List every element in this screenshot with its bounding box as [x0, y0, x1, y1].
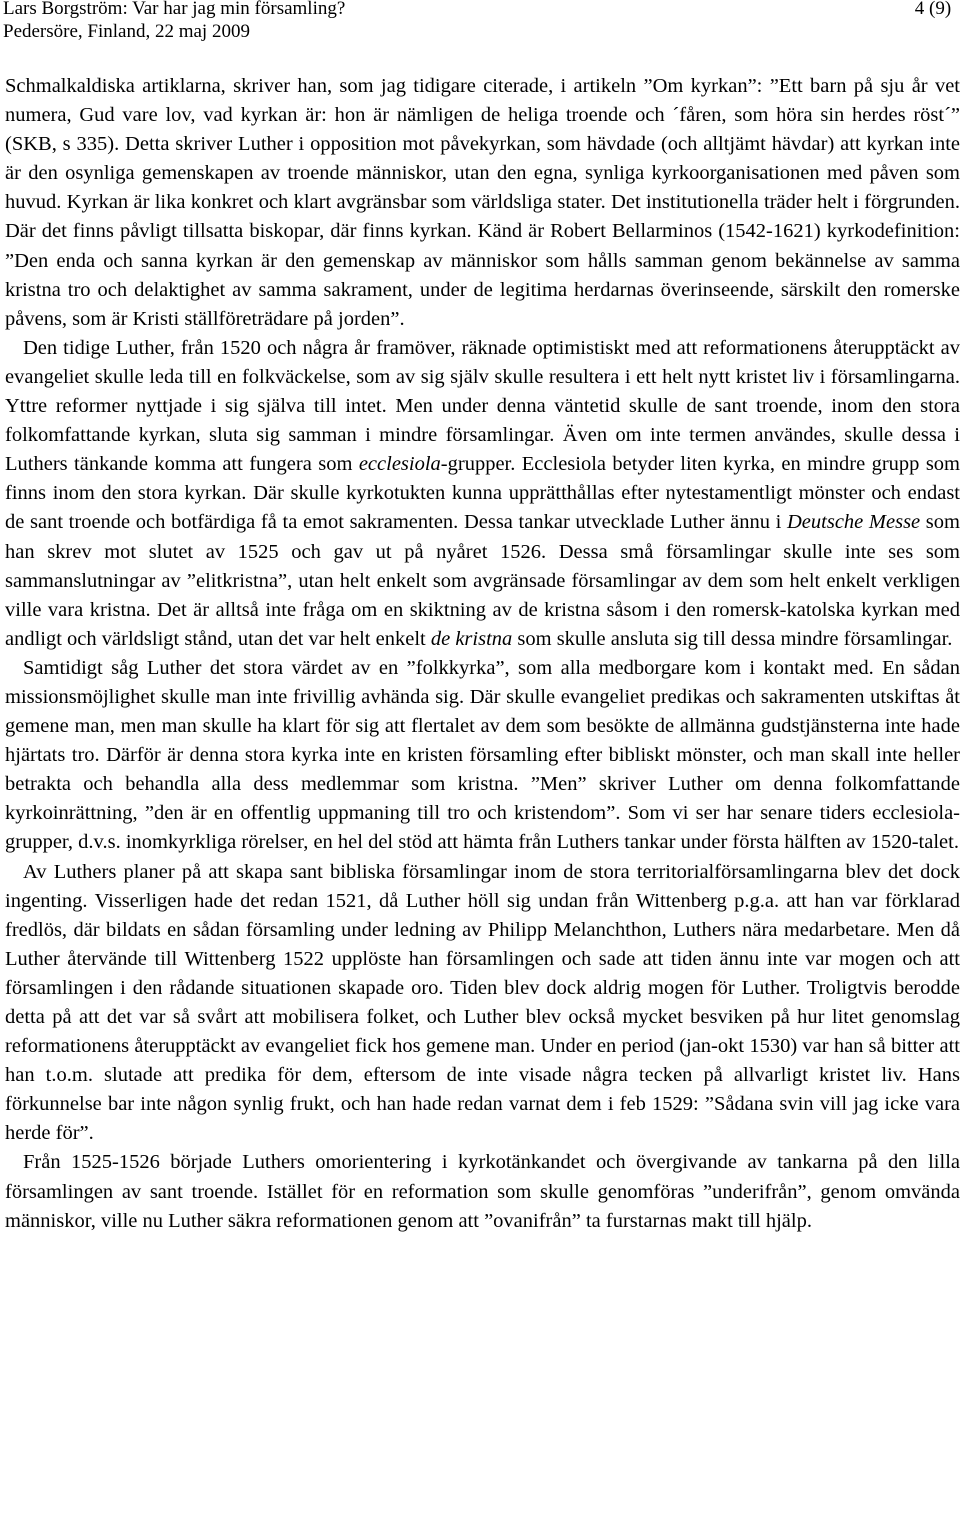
paragraph-text: som han skrev mot slutet av 1525 och gav ut på nyåret 1526. Dessa små församlingar skulle inte ses som sammanslutningar av ”elitkristna”, utan helt enkelt som avgränsade församlingar av dem som helt enkelt verkligen ville vara kristna. Det är alltså inte fråga om en skiktning av de kristna såsom i den romersk-katolska kyrkan med andligt och världsligt stånd, utan det var helt enkelt	[5, 511, 960, 650]
header-place-date: Pedersöre, Finland, 22 maj 2009	[3, 21, 250, 42]
paragraph-text: Den tidige Luther, från 1520 och några år framöver, räknade optimistiskt med att reformationens återupptäckt av evangeliet skulle leda till en folkväckelse, som av sig själv skulle resultera i ett helt nytt kristet liv i församlingarna. Yttre reformer nyttjade i sig själva till intet. Men under denna väntetid skulle de sant troende, inom den stora folkomfattande kyrkan, sluta sig samman i mindre församlingar. Även om inte termen användes, skulle dessa i Luthers tänkande komma att fungera som	[5, 336, 960, 476]
page-header	[3, 0, 953, 43]
paragraph-text: Schmalkaldiska artiklarna, skriver han, som jag tidigare citerade, i artikeln ”Om kyrkan”: ”Ett barn på sju år vet numera, Gud vare lov, vad kyrkan är: hon är nämligen de heliga troende och ´fåren, som höra sin herdes röst´” (SKB, s 335). Detta skriver Luther i opposition mot påvekyrkan, som hävdade (och alltjämt hävdar) att kyrkan inte är den osynliga gemenskapen av troende människor, utan den egna, synliga kyrkoorganisationen med påven som huvud. Kyrkan är lika konkret och klart avgränsbar som världsliga stater. Det institutionella träder helt i förgrunden. Där det finns påvligt tillsatta biskopar, där finns kyrkan. Känd är Robert Bellarminos (1542-1621) kyrkodefinition: ”Den enda och sanna kyrkan är den gemenskap av människor som hålls samman genom bekännelse av samma kristna tro och delaktighet av samma sakrament, under de legitima herdarnas överinseende, särskilt den romerske påvens, som är Kristi ställföreträdare på jorden”.	[5, 75, 960, 330]
italic-title-deutsche-messe: Deutsche Messe	[787, 511, 921, 534]
page-number: 4 (9)	[914, 0, 952, 19]
italic-term-ecclesiola: ecclesiola	[358, 453, 441, 476]
document-body	[5, 72, 960, 1236]
header-title-row	[3, 0, 953, 20]
paragraph-text: Från 1525-1526 började Luthers omorientering i kyrkotänkandet och övergivande av tankarna på den lilla församlingen av sant troende. Istället för en reformation som skulle genomföras ”underifrån”, genom omvända människor, ville nu Luther säkra reformationen genom att ”ovanifrån” ta furstarnas makt till hjälp.	[5, 1151, 960, 1232]
paragraph-2	[5, 334, 960, 654]
paragraph-text: som skulle ansluta sig till dessa mindre församlingar.	[512, 627, 953, 650]
header-title: Lars Borgström: Var har jag min församling?	[3, 0, 346, 19]
paragraph-1	[5, 72, 960, 334]
paragraph-text: -grupper. Ecclesiola betyder liten kyrka, en mindre grupp som finns inom den stora kyrkan. Där skulle kyrkotukten kunna upprätthållas efter nytestamentligt mönster och endast de sant troende och botfärdiga få ta emot sakramenten. Dessa tankar utvecklade Luther ännu i	[5, 453, 960, 534]
paragraph-text: Av Luthers planer på att skapa sant bibliska församlingar inom de stora territorialförsamlingarna blev det dock ingenting. Visserligen hade det redan 1521, då Luther höll sig undan från Wittenberg p.g.a. att han var förklarad fredlös, där bildats en sådan församling under ledning av Philipp Melanchthon, Luthers nära medarbetare. Men då Luther återvände till Wittenberg 1522 upplöste han församlingen och sade att tiden ännu inte var mogen och att församlingen i den rådande situationen skapade oro. Tiden blev dock aldrig mogen för Luther. Troligtvis berodde detta på att det var så svårt att mobilisera folket, och Luther blev också mycket besviken på hur litet genomslag reformationens återupptäckt av evangeliet fick hos gemene man. Under en period (jan-okt 1530) var han så bitter att han t.o.m. slutade att predika för dem, eftersom de inte visade några tecken på allvarligt kristet liv. Hans förkunnelse bar inte någon synlig frukt, och han hade redan varnat dem i feb 1529: ”Sådana svin vill jag icke vara herde för”.	[5, 860, 960, 1145]
paragraph-4	[5, 858, 960, 1149]
paragraph-text: Samtidigt såg Luther det stora värdet av en ”folkkyrka”, som alla medborgare kom i kontakt med. En sådan missionsmöjlighet skulle man inte frivillig avhända sig. Där skulle evangeliet predikas och sakramenten utskiftas åt gemene man, men man skulle ha klart för sig att flertalet av dem som besökte de allmänna gudstjänsterna inte hade hjärtats tro. Därför är denna stora kyrka inte en kristen församling efter bibliskt mönster, och man skall inte heller betrakta och behandla alla dess medlemmar som kristna. ”Men” skriver Luther om denna folkomfattande kyrkoinrättning, ”den är en offentlig uppmaning till tro och kristendom”. Som vi ser har senare tiders ecclesiola-grupper, d.v.s. inomkyrkliga rörelser, en hel del stöd att hämta från Luthers tankar under första hälften av 1520-talet.	[5, 656, 960, 854]
paragraph-3	[5, 654, 960, 858]
italic-term-de-kristna: de kristna	[430, 627, 513, 650]
header-place-date-row	[3, 20, 953, 43]
paragraph-5	[5, 1148, 960, 1235]
